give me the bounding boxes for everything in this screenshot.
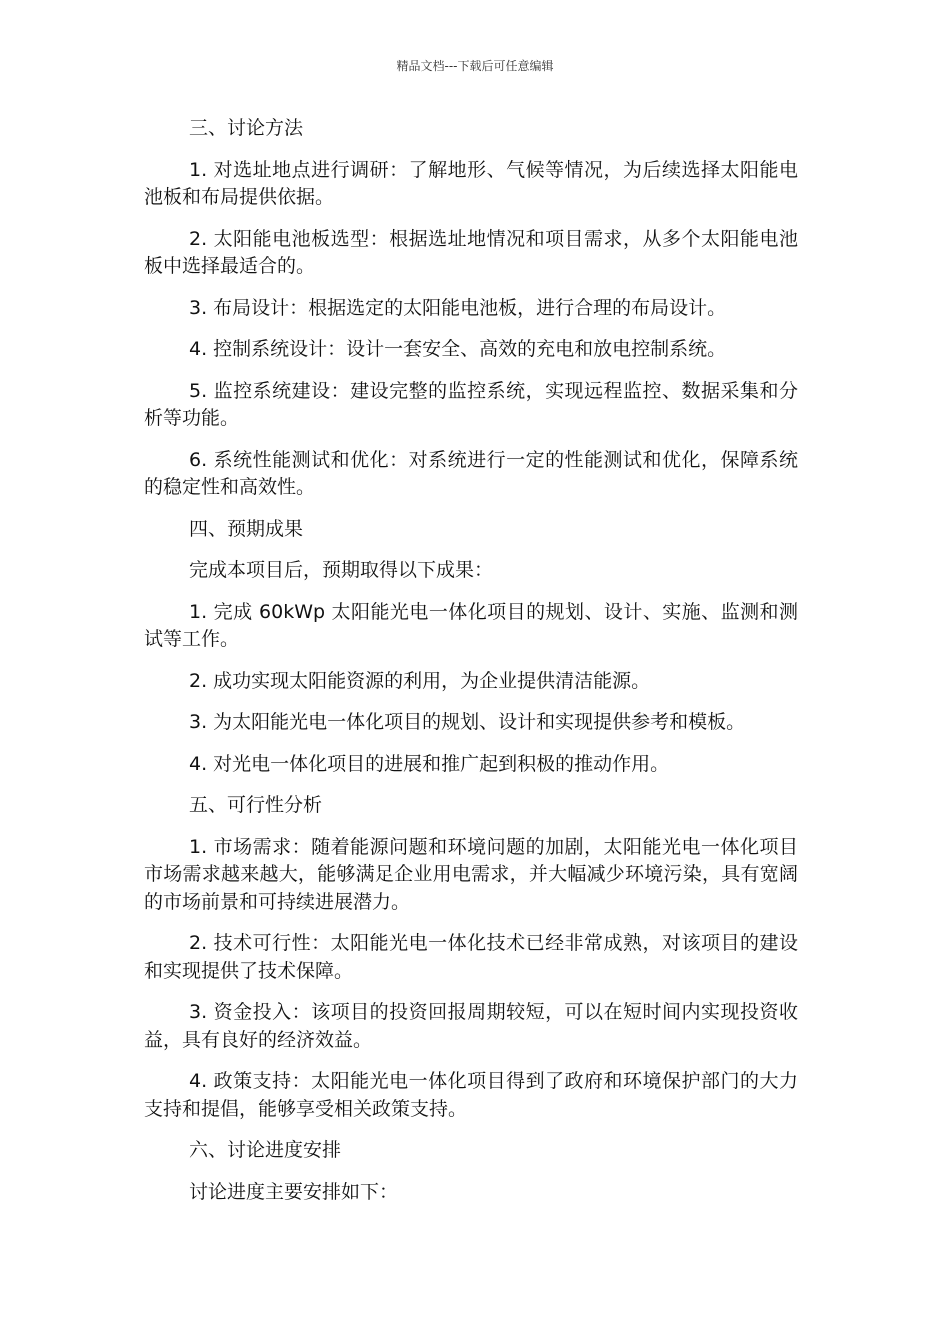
list-item: 1. 完成 60kWp 太阳能光电一体化项目的规划、设计、实施、监测和测试等工作。 <box>144 600 798 650</box>
section-heading-feasibility: 五、可行性分析 <box>189 794 323 816</box>
list-item: 4. 对光电一体化项目的进展和推广起到积极的推动作用。 <box>189 752 670 775</box>
list-item: 4. 控制系统设计：设计一套安全、高效的充电和放电控制系统。 <box>189 338 727 360</box>
list-item: 1. 对选址地点进行调研：了解地形、气候等情况，为后续选择太阳能电池板和布局提供依据。 <box>144 158 798 208</box>
document-body <box>144 115 798 1220</box>
list-item: 2. 成功实现太阳能资源的利用，为企业提供清洁能源。 <box>189 669 651 692</box>
list-item: 1. 市场需求：随着能源问题和环境问题的加剧，太阳能光电一体化项目市场需求越来越大，能够满足企业用电需求，并大幅减少环境污染，具有宽阔的市场前景和可持续进展潜力。 <box>144 835 798 913</box>
page-header-note: 精品文档---下载后可任意编辑 <box>396 59 554 73</box>
list-item: 2. 技术可行性：太阳能光电一体化技术已经非常成熟，对该项目的建设和实现提供了技术保障。 <box>144 932 798 982</box>
list-item: 4. 政策支持：太阳能光电一体化项目得到了政府和环境保护部门的大力支持和提倡，能够享受相关政策支持。 <box>144 1070 798 1120</box>
intro-paragraph: 完成本项目后，预期取得以下成果： <box>189 559 494 581</box>
list-item: 3. 资金投入：该项目的投资回报周期较短，可以在短时间内实现投资收益，具有良好的经济效益。 <box>144 1001 798 1051</box>
intro-paragraph: 讨论进度主要安排如下： <box>189 1180 399 1203</box>
list-item: 3. 布局设计：根据选定的太阳能电池板，进行合理的布局设计。 <box>189 296 727 319</box>
section-heading-methods: 三、讨论方法 <box>189 117 304 139</box>
list-item: 3. 为太阳能光电一体化项目的规划、设计和实现提供参考和模板。 <box>189 711 746 733</box>
list-item: 2. 太阳能电池板选型：根据选址地情况和项目需求，从多个太阳能电池板中选择最适合的。 <box>144 227 798 277</box>
list-item: 5. 监控系统建设：建设完整的监控系统，实现远程监控、数据采集和分析等功能。 <box>144 379 798 429</box>
list-item: 6. 系统性能测试和优化：对系统进行一定的性能测试和优化，保障系统的稳定性和高效性。 <box>144 448 798 498</box>
section-heading-schedule: 六、讨论进度安排 <box>189 1139 342 1161</box>
section-heading-outcomes: 四、预期成果 <box>189 517 304 540</box>
